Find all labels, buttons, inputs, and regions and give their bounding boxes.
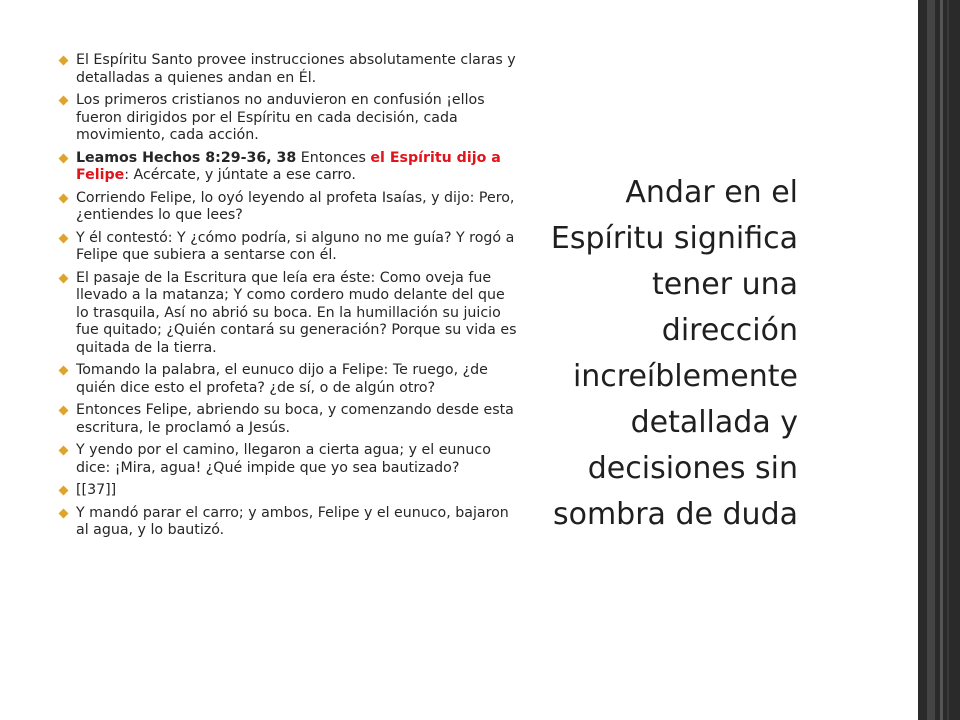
bullet-text: Corriendo Felipe, lo oyó leyendo al profeta Isaías, y dijo: Pero, ¿entiendes lo que lees? xyxy=(76,189,515,223)
bullet-marker-icon xyxy=(59,366,69,376)
bullet-list xyxy=(58,52,518,545)
bullet-text: El Espíritu Santo provee instrucciones absolutamente claras y detalladas a quienes andan en Él. xyxy=(76,52,516,86)
bullet-item xyxy=(58,362,518,397)
bullet-marker-icon xyxy=(59,56,69,66)
bullet-text: Tomando la palabra, el eunuco dijo a Felipe: Te ruego, ¿de quién dice esto el profeta? ¿de sí, o de algún otro? xyxy=(76,362,488,396)
bullet-text-pre: Entonces xyxy=(296,149,371,166)
edge-stripe xyxy=(927,0,935,720)
bullet-text: Los primeros cristianos no anduvieron en confusión ¡ellos fueron dirigidos por el Espíritu en cada decisión, cada movimiento, cada acción. xyxy=(76,92,485,143)
slide-title: Andar en el Espíritu significa tener una dirección increíblemente detallada y decisiones sin sombra de duda xyxy=(550,175,798,532)
bullet-item xyxy=(58,505,518,540)
bullet-item xyxy=(58,190,518,225)
bullet-text: Entonces Felipe, abriendo su boca, y comenzando desde esta escritura, le proclamó a Jesús. xyxy=(76,402,514,436)
bullet-text: El pasaje de la Escritura que leía era éste: Como oveja fue llevado a la matanza; Y como cordero mudo delante del que lo trasquila, Así no abrió su boca. En la humillación su juicio fue quitado; ¿Quién contará su generación? Porque su vida es quitada de la tierra. xyxy=(76,269,517,356)
bullet-item xyxy=(58,230,518,265)
bullet-marker-icon xyxy=(59,96,69,106)
bullet-marker-icon xyxy=(59,486,69,496)
bullet-text: Y mandó parar el carro; y ambos, Felipe y el eunuco, bajaron al agua, y lo bautizó. xyxy=(76,504,509,538)
edge-decoration xyxy=(918,0,960,720)
bullet-item xyxy=(58,442,518,477)
bullet-item xyxy=(58,92,518,145)
bullet-text: Y él contestó: Y ¿cómo podría, si alguno no me guía? Y rogó a Felipe que subiera a sentarse con él. xyxy=(76,229,515,263)
bullet-marker-icon xyxy=(59,193,69,203)
edge-stripe xyxy=(947,0,949,720)
bible-reference: Leamos Hechos 8:29-36, 38 xyxy=(76,149,297,166)
bullet-marker-icon xyxy=(59,153,69,163)
bullet-item xyxy=(58,482,518,500)
bullet-text: [[37]] xyxy=(76,482,117,498)
edge-stripe xyxy=(940,0,943,720)
bullet-marker-icon xyxy=(59,273,69,283)
bullet-item xyxy=(58,402,518,437)
bullet-item xyxy=(58,270,518,358)
bullet-text: Y yendo por el camino, llegaron a cierta agua; y el eunuco dice: ¡Mira, agua! ¿Qué impide que yo sea bautizado? xyxy=(76,442,491,476)
bullet-marker-icon xyxy=(59,446,69,456)
bullet-text-post: : Acércate, y júntate a ese carro. xyxy=(124,167,356,183)
bullet-marker-icon xyxy=(59,508,69,518)
bullet-marker-icon xyxy=(59,406,69,416)
bullet-item xyxy=(58,150,518,185)
highlighted-text: el Espíritu dijo a Felipe xyxy=(76,149,501,183)
bullet-item xyxy=(58,52,518,87)
bullet-marker-icon xyxy=(59,233,69,243)
